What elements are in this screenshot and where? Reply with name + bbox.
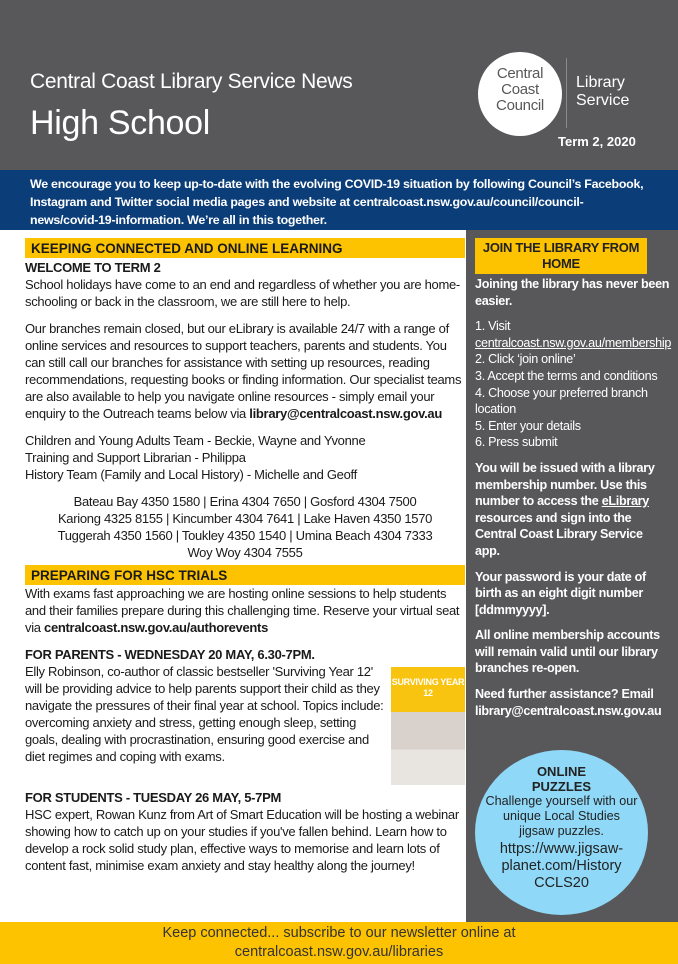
step [475, 318, 670, 351]
sidebar-heading: JOIN THE LIBRARY FROM HOME [475, 238, 647, 274]
covid-banner: We encourage you to keep up-to-date with the evolving COVID-19 situation by following Council’s Facebook, Instagram and Twitter social media pages and website at centralcoast.nsw.gov.au/council/council-news/covid-19-information. We’re all in this together. [0, 170, 678, 230]
puzzle-link[interactable]: https://www.jigsaw-planet.com/History CCLS20 [499, 841, 624, 891]
main-column [25, 238, 465, 884]
membership-link[interactable]: centralcoast.nsw.gov.au/membership [475, 335, 672, 350]
library-service-logo [576, 74, 629, 110]
step: 5. Enter your details [475, 418, 581, 433]
footer-link[interactable]: centralcoast.nsw.gov.au/libraries [234, 944, 444, 960]
paragraph: HSC expert, Rowan Kunz from Art of Smart Education will be hosting a webinar showing how to catch up on your studies if you've fallen behind. Learn how to develop a rock solid study plan, effective ways to memorise and learn lots of content fast, minimise exam anxiety and stay healthy along the journey! [25, 807, 459, 873]
branch-line: Tuggerah 4350 1560 | Toukley 4350 1540 | Umina Beach 4304 7333 [57, 528, 433, 543]
text: resources and sign into the Central Coast Library Service app. [475, 510, 643, 558]
book-cover-title: SURVIVING YEAR 12 [391, 677, 465, 698]
newsletter-subtitle: Central Coast Library Service News [30, 70, 353, 93]
step: 2. Click ‘join online’ [475, 352, 576, 367]
step: 6. Press submit [475, 435, 558, 450]
branch-line: Bateau Bay 4350 1580 | Erina 4304 7650 | Gosford 4304 7500 [73, 494, 417, 509]
footer-text: Keep connected... subscribe to our newsletter online at [162, 925, 516, 941]
help-info: Need further assistance? Email library@centralcoast.nsw.gov.au [475, 687, 662, 718]
subheading: FOR PARENTS - WEDNESDAY 20 MAY, 6.30-7PM. [25, 647, 315, 662]
header [0, 0, 678, 170]
branch-line: Kariong 4325 8155 | Kincumber 4304 7641 | Lake Haven 4350 1570 [57, 511, 433, 526]
logo-line: Service [576, 92, 630, 109]
section-heading: KEEPING CONNECTED AND ONLINE LEARNING [25, 238, 465, 258]
subheading: FOR STUDENTS - TUESDAY 26 MAY, 5-7PM [25, 790, 282, 805]
step: 4. Choose your preferred branch location [475, 385, 648, 417]
branch-phone-list [25, 493, 465, 561]
logo-line: Library [576, 74, 625, 91]
newsletter-title: High School [30, 104, 211, 142]
paragraph [25, 585, 465, 636]
membership-info [475, 460, 670, 560]
authorevents-link[interactable]: centralcoast.nsw.gov.au/authorevents [44, 620, 269, 635]
logo-divider [566, 58, 567, 128]
password-info: Your password is your date of birth as an eight digit number [ddmmyyyy]. [475, 569, 646, 617]
email-link[interactable]: library@centralcoast.nsw.gov.au [249, 406, 442, 421]
branch-line: Woy Woy 4304 7555 [187, 545, 303, 560]
puzzle-text: Challenge yourself with our unique Local Studies jigsaw puzzles. [485, 794, 638, 838]
sidebar-intro: Joining the library has never been easier. [475, 277, 670, 308]
online-puzzles-circle [475, 750, 648, 915]
team-line: Training and Support Librarian - Philippa [25, 450, 246, 465]
paragraph-text: With exams fast approaching we are hosting online sessions to help students and their families prepare during this challenging time. Reserve your virtual seat via [25, 586, 460, 635]
paragraph: Elly Robinson, co-author of classic bestseller 'Surviving Year 12' will be providing advice to help parents support their child as they navigate the pressures of their final year at school. Topics include: overcoming anxiety and stress, getting enough sleep, setting goals, dealing with procrastination, ensuring good exercise and diet regimes and coping with exams. [25, 664, 384, 764]
term-label: Term 2, 2020 [558, 134, 636, 149]
step-text: 1. Visit [475, 319, 511, 334]
puzzle-title: ONLINE PUZZLES [531, 764, 592, 794]
council-logo [478, 52, 562, 136]
footer [0, 922, 678, 964]
logo-line: Central [496, 65, 544, 82]
logo-line: Coast [501, 81, 539, 98]
elibrary-link[interactable]: eLibrary [601, 494, 649, 509]
logo-line: Council [496, 97, 544, 114]
text: You will be issued with a library membership number. Use this number to access the [475, 460, 655, 509]
paragraph-text: Our branches remain closed, but our eLibrary is available 24/7 with a range of online services and resources to support teachers, parents and students. You can still call our branches for assistance with setting up resources, reading recommendations, requesting books or finding information. Our specialist teams are also available to help you navigate online resources - simply email your enquiry to the Outreach teams below via [25, 321, 462, 421]
paragraph: School holidays have come to an end and regardless of whether you are home-schooling or back in the classroom, we are still here to help. [25, 277, 460, 309]
section-heading: PREPARING FOR HSC TRIALS [25, 565, 465, 585]
paragraph [25, 320, 465, 422]
subheading: WELCOME TO TERM 2 [25, 260, 161, 275]
team-line: Children and Young Adults Team - Beckie, Wayne and Yvonne [25, 433, 366, 448]
book-cover-image [391, 667, 465, 785]
validity-info: All online membership accounts will remain valid until our library branches re-open. [475, 628, 660, 676]
step: 3. Accept the terms and conditions [475, 368, 658, 383]
team-line: History Team (Family and Local History) - Michelle and Geoff [25, 467, 357, 482]
